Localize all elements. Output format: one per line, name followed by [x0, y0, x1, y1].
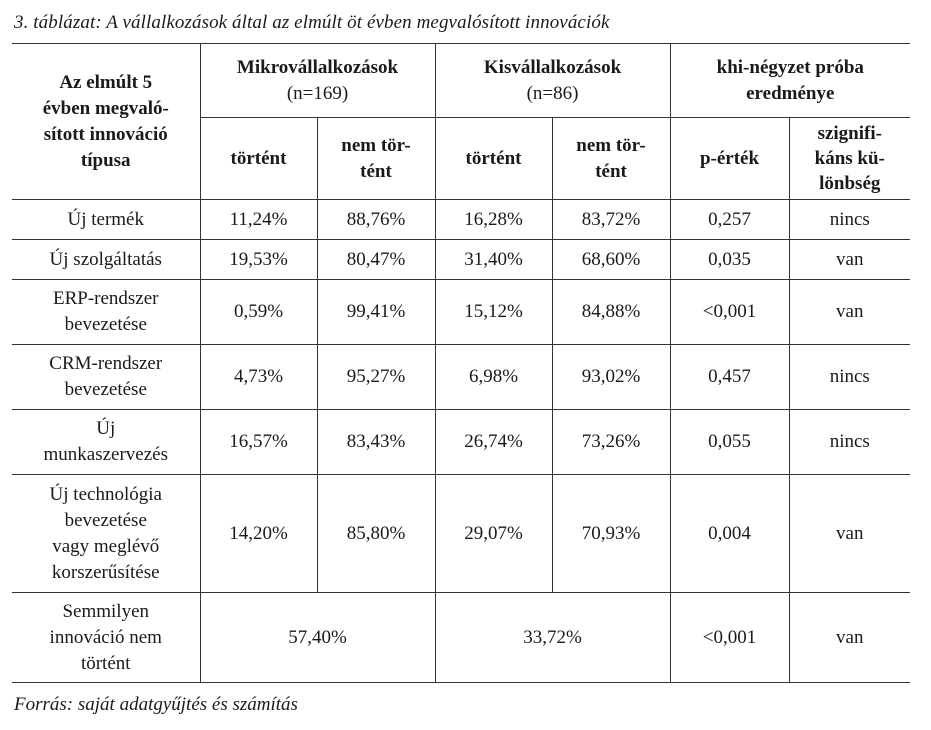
small-not-happened-cell: 83,72% [552, 200, 670, 240]
row-label: Új technológia bevezetése vagy meglévő korszerűsítése [12, 475, 200, 593]
header-small: Kisvállalkozások (n=86) [435, 44, 670, 118]
table-row [12, 240, 910, 280]
table-caption: 3. táblázat: A vállalkozások által az elmúlt öt évben megvalósított innovációk [14, 12, 610, 33]
significance-cell: nincs [789, 410, 910, 475]
row-label: Új munkaszervezés [12, 410, 200, 475]
row-label: Semmilyen innováció nem történt [12, 593, 200, 683]
small-happened-cell: 16,28% [435, 200, 552, 240]
p-value-cell: 0,035 [670, 240, 789, 280]
p-value-cell: 0,004 [670, 475, 789, 593]
significance-cell: van [789, 593, 910, 683]
small-not-happened-cell: 93,02% [552, 345, 670, 410]
header-chi-square: khi-négyzet próba eredménye [670, 44, 910, 118]
table-row [12, 593, 910, 683]
micro-not-happened-cell: 80,47% [317, 240, 435, 280]
header-micro: Mikrovállalkozások (n=169) [200, 44, 435, 118]
p-value-cell: <0,001 [670, 280, 789, 345]
micro-not-happened-cell: 95,27% [317, 345, 435, 410]
significance-cell: van [789, 280, 910, 345]
small-happened-cell: 15,12% [435, 280, 552, 345]
innovation-table [12, 43, 910, 683]
small-not-happened-cell: 84,88% [552, 280, 670, 345]
micro-not-happened-cell: 85,80% [317, 475, 435, 593]
header-micro-happened: történt [200, 118, 317, 200]
header-small-happened: történt [435, 118, 552, 200]
micro-happened-cell: 14,20% [200, 475, 317, 593]
small-not-happened-cell: 70,93% [552, 475, 670, 593]
p-value-cell: <0,001 [670, 593, 789, 683]
small-not-happened-cell: 73,26% [552, 410, 670, 475]
micro-happened-cell: 0,59% [200, 280, 317, 345]
small-no-innovation-cell: 33,72% [435, 593, 670, 683]
significance-cell: nincs [789, 200, 910, 240]
row-label: Új szolgáltatás [12, 240, 200, 280]
p-value-cell: 0,257 [670, 200, 789, 240]
row-label: CRM-rendszer bevezetése [12, 345, 200, 410]
small-happened-cell: 29,07% [435, 475, 552, 593]
table-row [12, 345, 910, 410]
table-row [12, 410, 910, 475]
p-value-cell: 0,457 [670, 345, 789, 410]
table-row [12, 280, 910, 345]
significance-cell: van [789, 475, 910, 593]
micro-not-happened-cell: 83,43% [317, 410, 435, 475]
table-row [12, 200, 910, 240]
micro-happened-cell: 16,57% [200, 410, 317, 475]
header-micro-not-happened: nem tör- tént [317, 118, 435, 200]
significance-cell: nincs [789, 345, 910, 410]
micro-no-innovation-cell: 57,40% [200, 593, 435, 683]
micro-happened-cell: 4,73% [200, 345, 317, 410]
header-small-not-happened: nem tör- tént [552, 118, 670, 200]
small-not-happened-cell: 68,60% [552, 240, 670, 280]
row-label: Új termék [12, 200, 200, 240]
small-happened-cell: 6,98% [435, 345, 552, 410]
table-source: Forrás: saját adatgyűjtés és számítás [14, 694, 298, 715]
header-significant: szignifi- káns kü- lönbség [789, 118, 910, 200]
p-value-cell: 0,055 [670, 410, 789, 475]
table-row [12, 475, 910, 593]
row-label: ERP-rendszer bevezetése [12, 280, 200, 345]
header-p-value: p-érték [670, 118, 789, 200]
micro-happened-cell: 11,24% [200, 200, 317, 240]
header-innovation-type: Az elmúlt 5 évben megvaló- sított innováció típusa [12, 44, 200, 200]
small-happened-cell: 26,74% [435, 410, 552, 475]
micro-not-happened-cell: 88,76% [317, 200, 435, 240]
micro-happened-cell: 19,53% [200, 240, 317, 280]
micro-not-happened-cell: 99,41% [317, 280, 435, 345]
significance-cell: van [789, 240, 910, 280]
small-happened-cell: 31,40% [435, 240, 552, 280]
